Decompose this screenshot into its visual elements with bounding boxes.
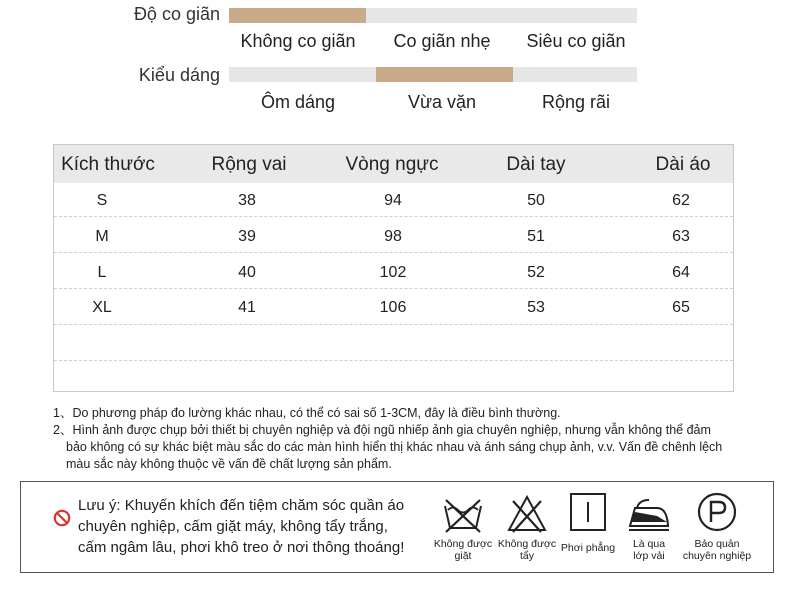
cell-sleeve: 50 — [527, 192, 545, 209]
cell-chest: 102 — [379, 264, 407, 281]
cell-sleeve: 52 — [527, 264, 545, 281]
row-divider — [54, 216, 733, 217]
care-warning — [78, 495, 404, 558]
row-divider — [54, 360, 733, 361]
dry-flat-icon — [566, 490, 610, 534]
cell-size: L — [97, 264, 107, 281]
care-warning-line: chuyên nghiệp, cấm giặt máy, không tẩy trắng, — [78, 518, 388, 535]
cell-chest: 94 — [384, 192, 402, 209]
iron-low-icon — [627, 492, 671, 536]
elasticity-option-slight: Co giãn nhẹ — [393, 31, 491, 51]
label-line: chuyên nghiệp — [682, 550, 752, 562]
note-2-cont: bảo không có sự khác biệt màu sắc do các màn hình hiển thị khác nhau và ánh sáng chụp ảnh, v.v. Vấn đề chênh lệch — [66, 440, 723, 454]
cell-length: 64 — [672, 264, 690, 281]
prohibited-icon — [53, 509, 71, 527]
row-divider — [54, 252, 733, 253]
label-line: Là qua — [632, 538, 666, 550]
note-1: 1、Do phương pháp đo lường khác nhau, có thể có sai số 1-3CM, đây là điều bình thường. — [53, 406, 561, 420]
fit-label: Kiểu dáng — [138, 65, 220, 85]
header-shoulder: Rộng vai — [211, 154, 287, 175]
fit-bar-selected — [376, 67, 513, 82]
size-table — [53, 144, 734, 392]
cell-length: 62 — [672, 192, 690, 209]
label-line: tẩy — [519, 550, 534, 562]
header-sleeve: Dài tay — [506, 154, 566, 175]
cell-shoulder: 39 — [238, 228, 256, 245]
size-table-header — [54, 145, 733, 183]
elasticity-option-super: Siêu co giãn — [526, 31, 626, 51]
cell-size: XL — [92, 299, 112, 316]
header-length: Dài áo — [655, 154, 711, 175]
cell-shoulder: 40 — [238, 264, 256, 281]
fit-option-regular: Vừa vặn — [407, 92, 477, 112]
row-divider — [54, 324, 733, 325]
cell-length: 63 — [672, 228, 690, 245]
elasticity-label: Độ co giãn — [133, 4, 220, 24]
professional-clean-icon — [695, 490, 739, 534]
label-line: lớp vải — [633, 550, 665, 562]
label-line: Phơi phẳng — [560, 542, 616, 554]
care-instructions — [20, 481, 774, 573]
cell-sleeve: 51 — [527, 228, 545, 245]
cell-shoulder: 38 — [238, 192, 256, 209]
header-chest: Vòng ngực — [345, 154, 439, 175]
fit-option-slim: Ôm dáng — [260, 92, 336, 112]
cell-length: 65 — [672, 299, 690, 316]
note-2: 2、Hình ảnh được chụp bởi thiết bị chuyên nghiệp và đội ngũ nhiếp ảnh gia chuyên nghiệp, nhưng vẫn không thể đảm — [53, 423, 711, 437]
row-divider — [54, 288, 733, 289]
care-warning-line: cấm ngâm lâu, phơi khô treo ở nơi thông thoáng! — [78, 539, 405, 556]
cell-shoulder: 41 — [238, 299, 256, 316]
label-line: Không được — [497, 538, 557, 550]
header-size: Kích thước — [61, 154, 155, 175]
care-warning-line: Lưu ý: Khuyến khích đến tiệm chăm sóc quần áo — [78, 497, 405, 514]
cell-chest: 98 — [384, 228, 402, 245]
no-bleach-icon — [505, 492, 549, 536]
elasticity-option-none: Không co giãn — [240, 31, 356, 51]
label-line: giặt — [454, 550, 472, 562]
no-wash-icon — [441, 492, 485, 536]
elasticity-bar — [229, 8, 637, 23]
cell-size: S — [96, 192, 108, 209]
label-line: Bảo quản — [694, 538, 740, 550]
cell-sleeve: 53 — [527, 299, 545, 316]
fit-option-loose: Rộng rãi — [541, 92, 611, 112]
professional-clean-label — [677, 538, 757, 562]
cell-chest: 106 — [379, 299, 407, 316]
elasticity-bar-selected — [229, 8, 366, 23]
note-2-cont: màu sắc này không thuộc về vấn đề chất lượng sản phẩm. — [66, 457, 392, 471]
label-line: Không được — [433, 538, 493, 550]
fit-bar — [229, 67, 637, 82]
cell-size: M — [95, 228, 109, 245]
